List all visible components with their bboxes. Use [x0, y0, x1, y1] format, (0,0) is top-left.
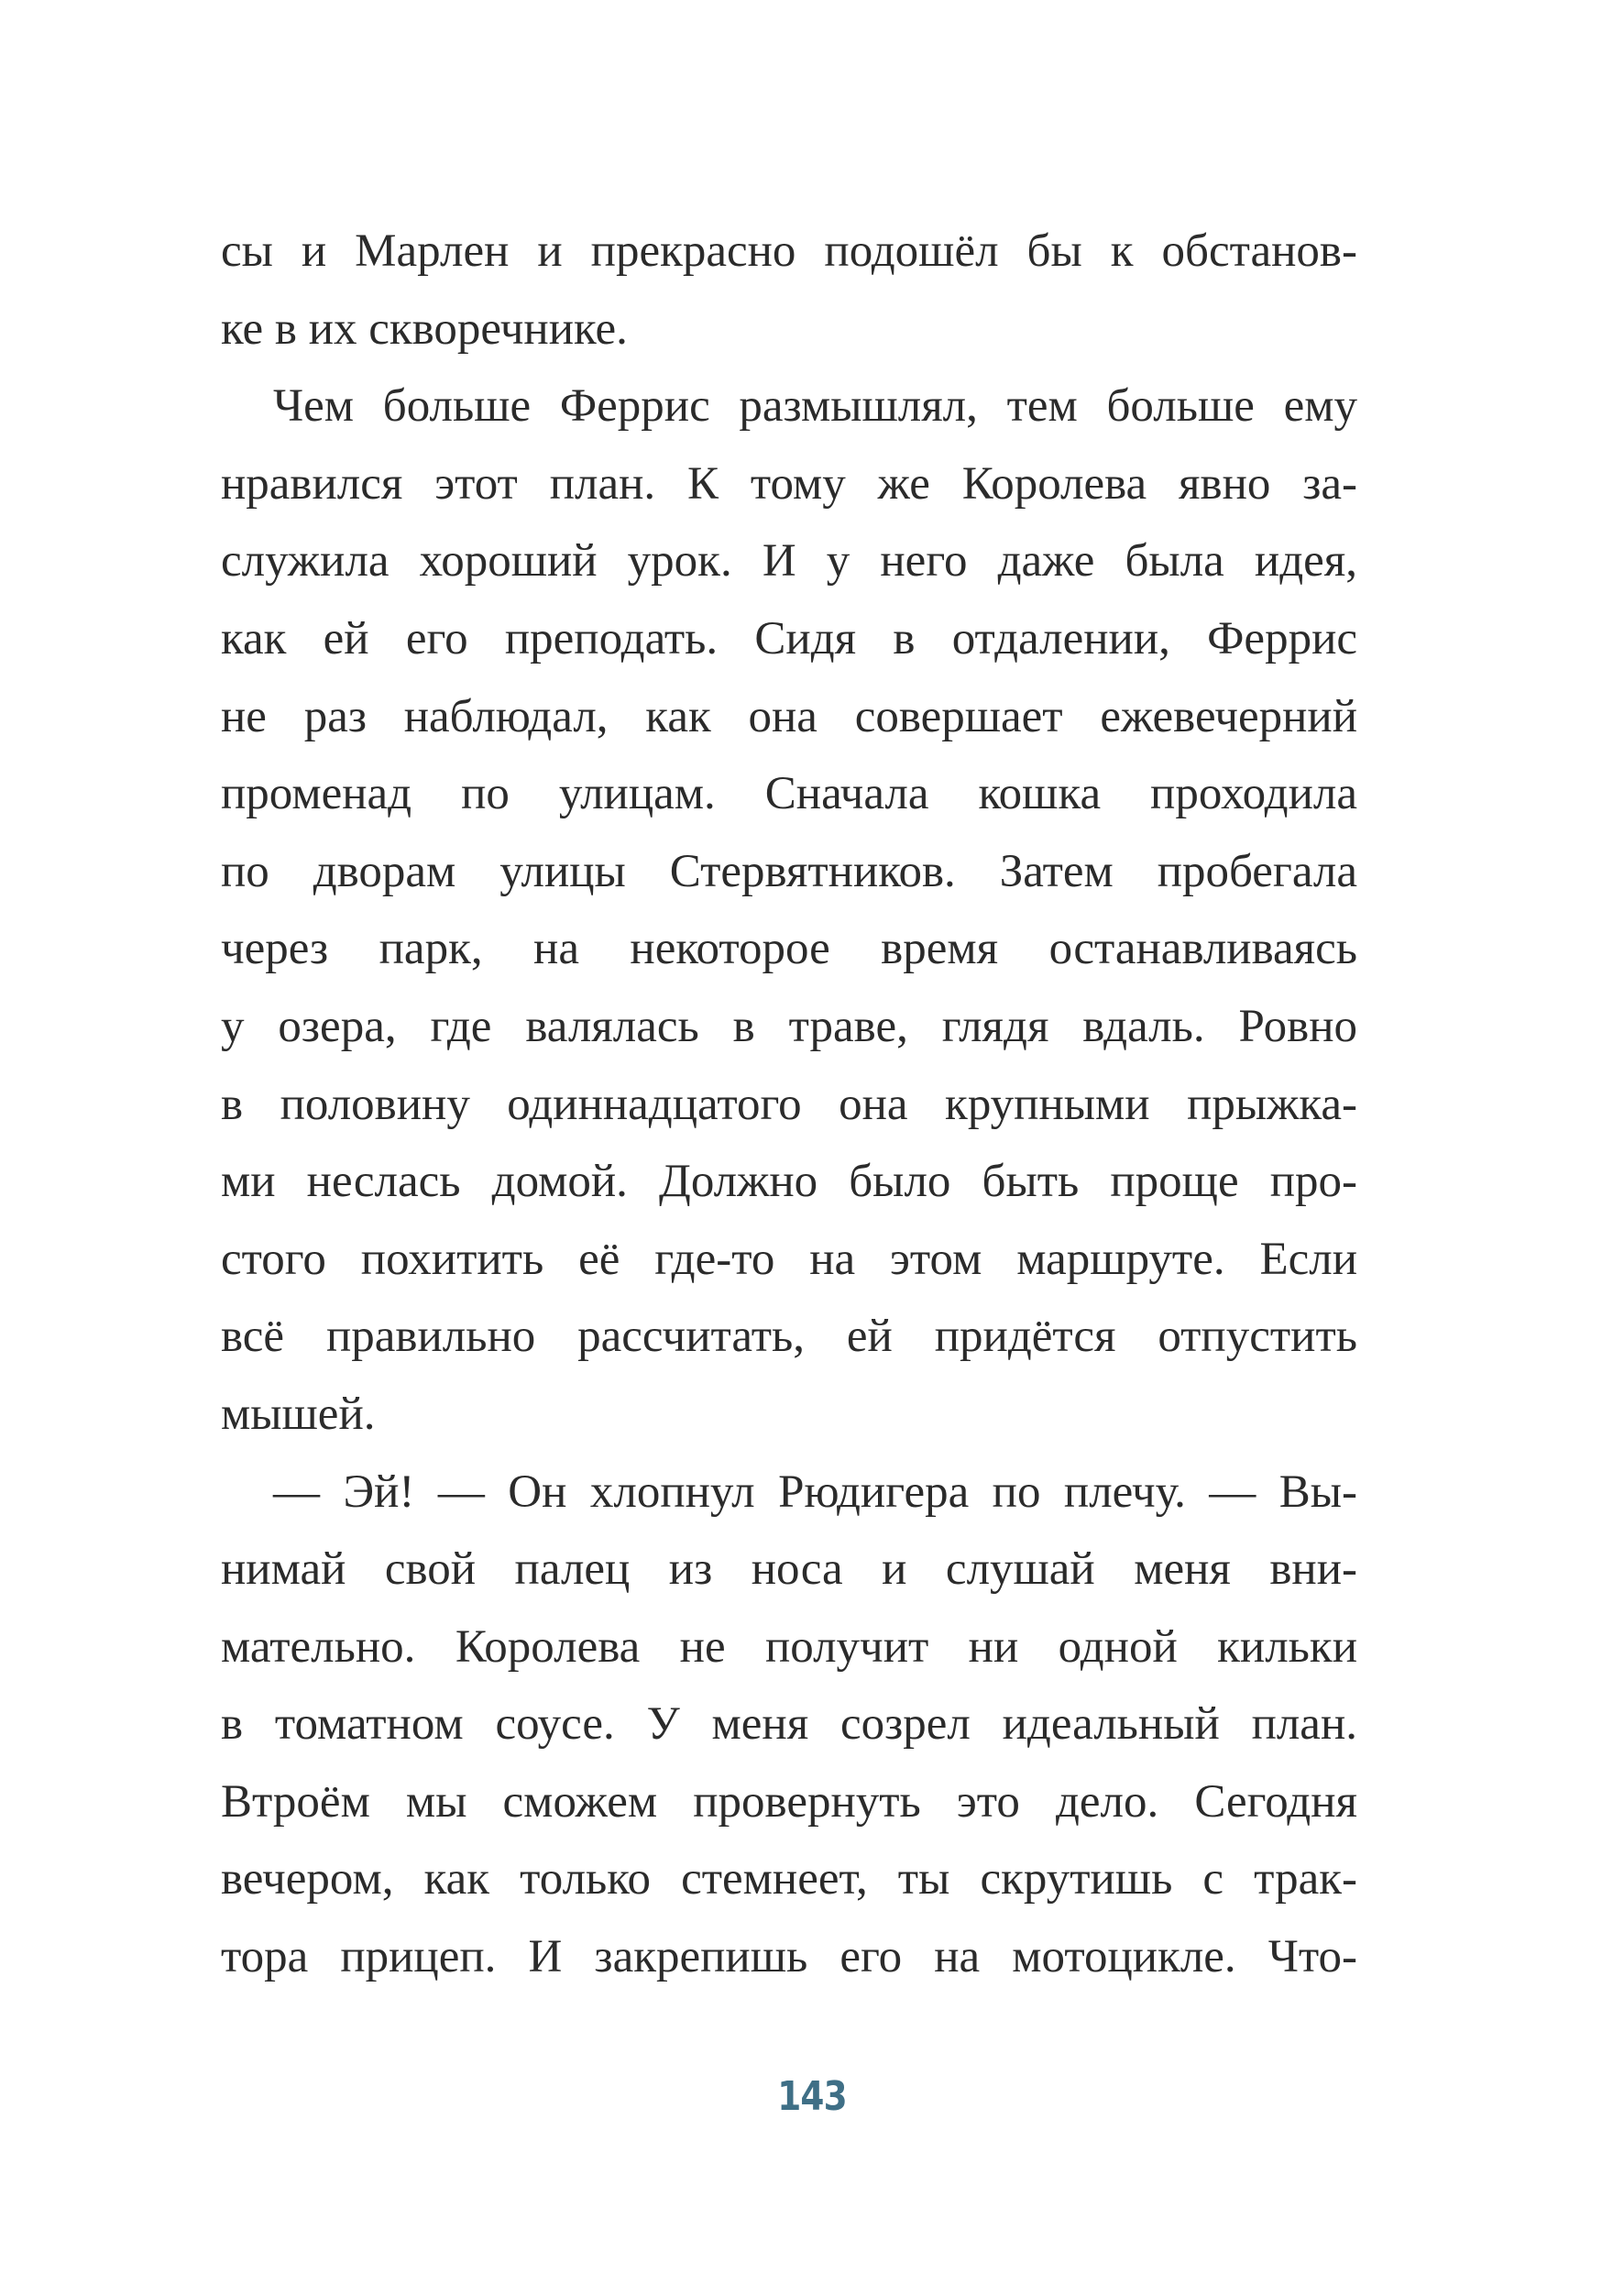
text-line: вечером, как только стемнеет, ты скрутишь с трак- — [221, 1853, 1357, 1905]
text-line: Чем больше Феррис размышлял, тем больше ему — [273, 380, 1357, 433]
text-line: у озера, где валялась в траве, глядя вдаль. Ровно — [221, 1000, 1357, 1052]
text-line: не раз наблюдал, как она совершает ежевечерний — [221, 690, 1357, 742]
text-line: как ей его преподать. Сидя в отдалении, Феррис — [221, 612, 1357, 664]
text-line: тора прицеп. И закрепишь его на мотоцикле. Что- — [221, 1931, 1357, 1983]
paragraph — [221, 213, 1357, 368]
text-line: через парк, на некоторое время останавливаясь — [221, 923, 1357, 975]
text-line: нравился этот план. К тому же Королева явно за- — [221, 457, 1357, 510]
text-line: сы и Марлен и прекрасно подошёл бы к обстанов- — [221, 225, 1357, 277]
text-line: служила хороший урок. И у него даже была идея, — [221, 535, 1357, 587]
body-text — [221, 213, 1357, 1996]
text-line: ми неслась домой. Должно было быть проще про- — [221, 1156, 1357, 1208]
text-line: в половину одиннадцатого она крупными прыжка- — [221, 1078, 1357, 1130]
paragraph — [221, 368, 1357, 1453]
text-line: Втроём мы сможем провернуть это дело. Сегодня — [221, 1775, 1357, 1828]
text-line: мышей. — [221, 1388, 376, 1440]
text-line: мательно. Королева не получит ни одной кильки — [221, 1620, 1357, 1673]
text-line: стого похитить её где-то на этом маршруте. Если — [221, 1233, 1357, 1285]
text-line: нимай свой палец из носа и слушай меня вни- — [221, 1543, 1357, 1596]
paragraph — [221, 1454, 1357, 1996]
text-line: променад по улицам. Сначала кошка проходила — [221, 768, 1357, 820]
text-line: ке в их скворечнике. — [221, 302, 628, 355]
text-line: в томатном соусе. У меня созрел идеальный план. — [221, 1698, 1357, 1751]
text-line: всё правильно рассчитать, ей придётся отпустить — [221, 1311, 1357, 1363]
page-number: 143 — [777, 2073, 847, 2120]
text-line: — Эй! — Он хлопнул Рюдигера по плечу. — Вы- — [273, 1466, 1357, 1518]
text-line: по дворам улицы Стервятников. Затем пробегала — [221, 845, 1357, 897]
